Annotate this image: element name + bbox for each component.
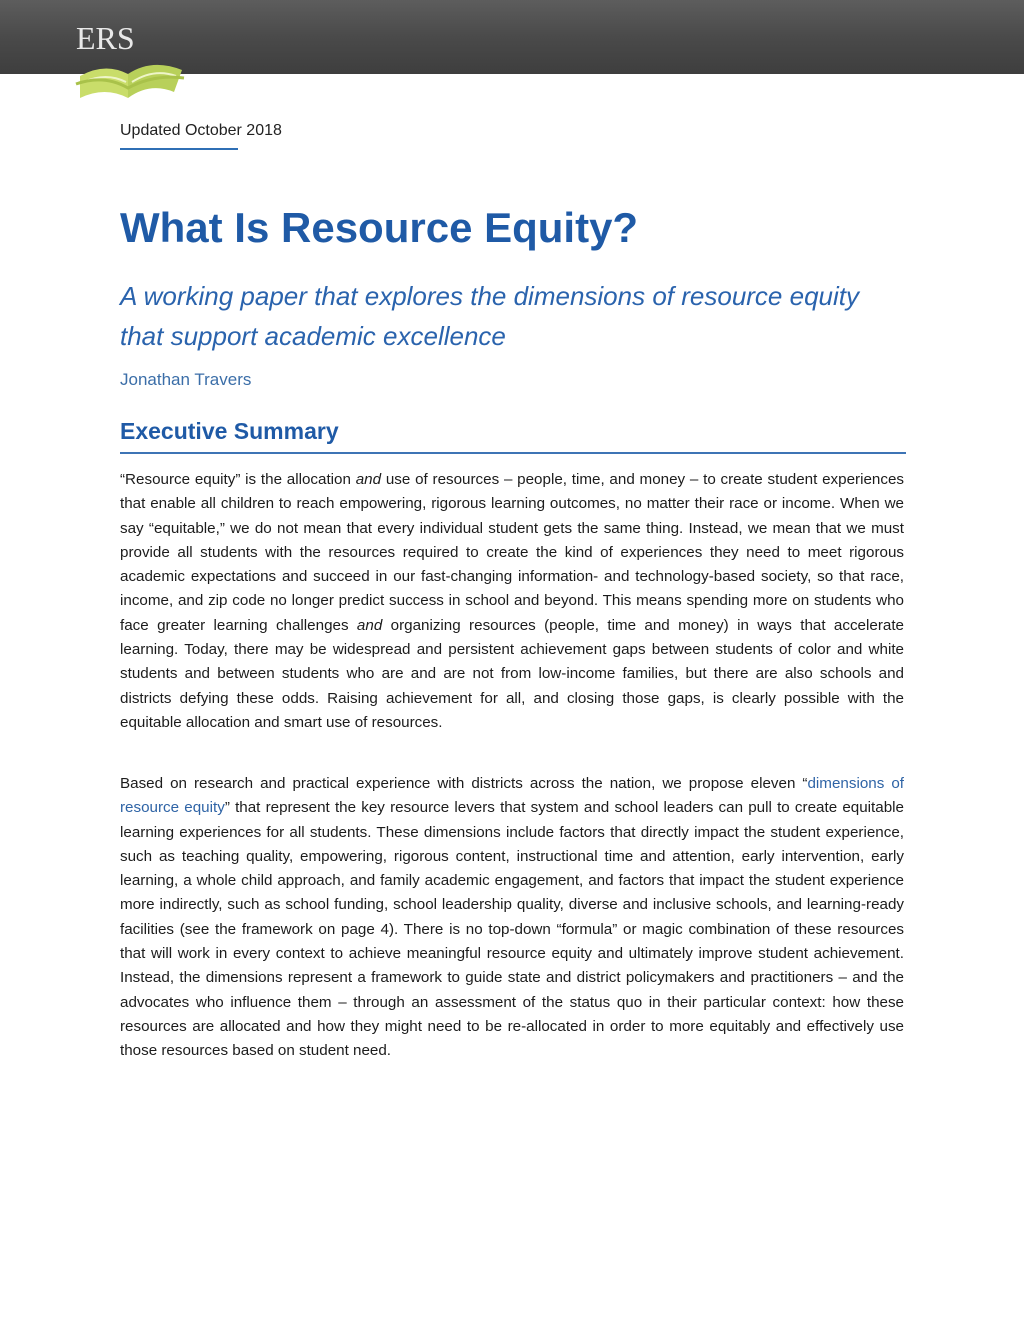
summary-paragraph-1 [120,468,904,735]
dimensions-of-resource-equity-link[interactable]: dimensions of resource equity [120,775,904,817]
document-subtitle: A working paper that explores the dimensions of resource equity that support academic excellence [120,281,859,351]
logo-text: ERS [76,20,135,56]
updated-date: Updated October 2018 [120,122,282,139]
ers-logo[interactable] [70,18,200,110]
paragraph-1-text-c: organizing resources (people, time and money) in ways that accelerate learning. Today, there may be widespread and persistent achievement gaps between students of color and white students and between students who are and are not from low-income families, but there are also schools and districts defying these odds. Raising achievement for all, and closing those gaps, is clearly possible with the equitable allocation and smart use of resources. [120,616,904,731]
paragraph-1-text-a: “Resource equity” is the allocation [120,471,356,488]
paragraph-1-emphasis-b: and [356,616,383,634]
paragraph-2-text-a: Based on research and practical experience with districts across the nation, we propose eleven “ [120,775,808,792]
open-book-icon [70,48,190,108]
paragraph-1-text-b: use of resources – people, time, and money – to create student experiences that enable all children to reach empowering, rigorous learning outcomes, no matter their race or income. When we say “equitable,” we do not mean that every individual student gets the same thing. Instead, we mean that we must provide all students with the resources required to create the kind of experiences they need to meet rigorous academic expectations and succeed in our fast-changing information- and technology-based society, so that race, income, and zip code no longer predict success in school and beyond. This means spending more on students who face greater learning challenges [120,471,904,634]
paragraph-1-emphasis-a: and [355,471,382,488]
document-title: What Is Resource Equity? [120,204,639,251]
paragraph-2-text-b: ” that represent the key resource levers that system and school leaders can pull to create equitable learning experiences for all students. These dimensions include factors that directly impact the student experience, such as teaching quality, empowering, rigorous content, instructional time and attention, early intervention, early learning, a whole child approach, and family academic engagement, and factors that impact the student experience more indirectly, such as school funding, school leadership quality, diverse and inclusive schools, and learning-ready facilities (see the framework on page 4). There is no top-down “formula” or magic combination of these resources that will work in every context to achieve meaningful resource equity and ultimately improve student achievement. Instead, the dimensions represent a framework to guide state and district policymakers and practitioners – and the advocates who influence them – through an assessment of the status quo in their particular context: how these resources are allocated and how they might need to be re-allocated in order to more equitably and effectively use those resources based on student need. [120,799,904,1060]
author-name: Jonathan Travers [120,370,252,389]
section-heading-executive-summary: Executive Summary [120,418,339,444]
updated-underline [120,148,238,150]
summary-paragraph-2 [120,772,904,1064]
section-rule [120,452,906,454]
